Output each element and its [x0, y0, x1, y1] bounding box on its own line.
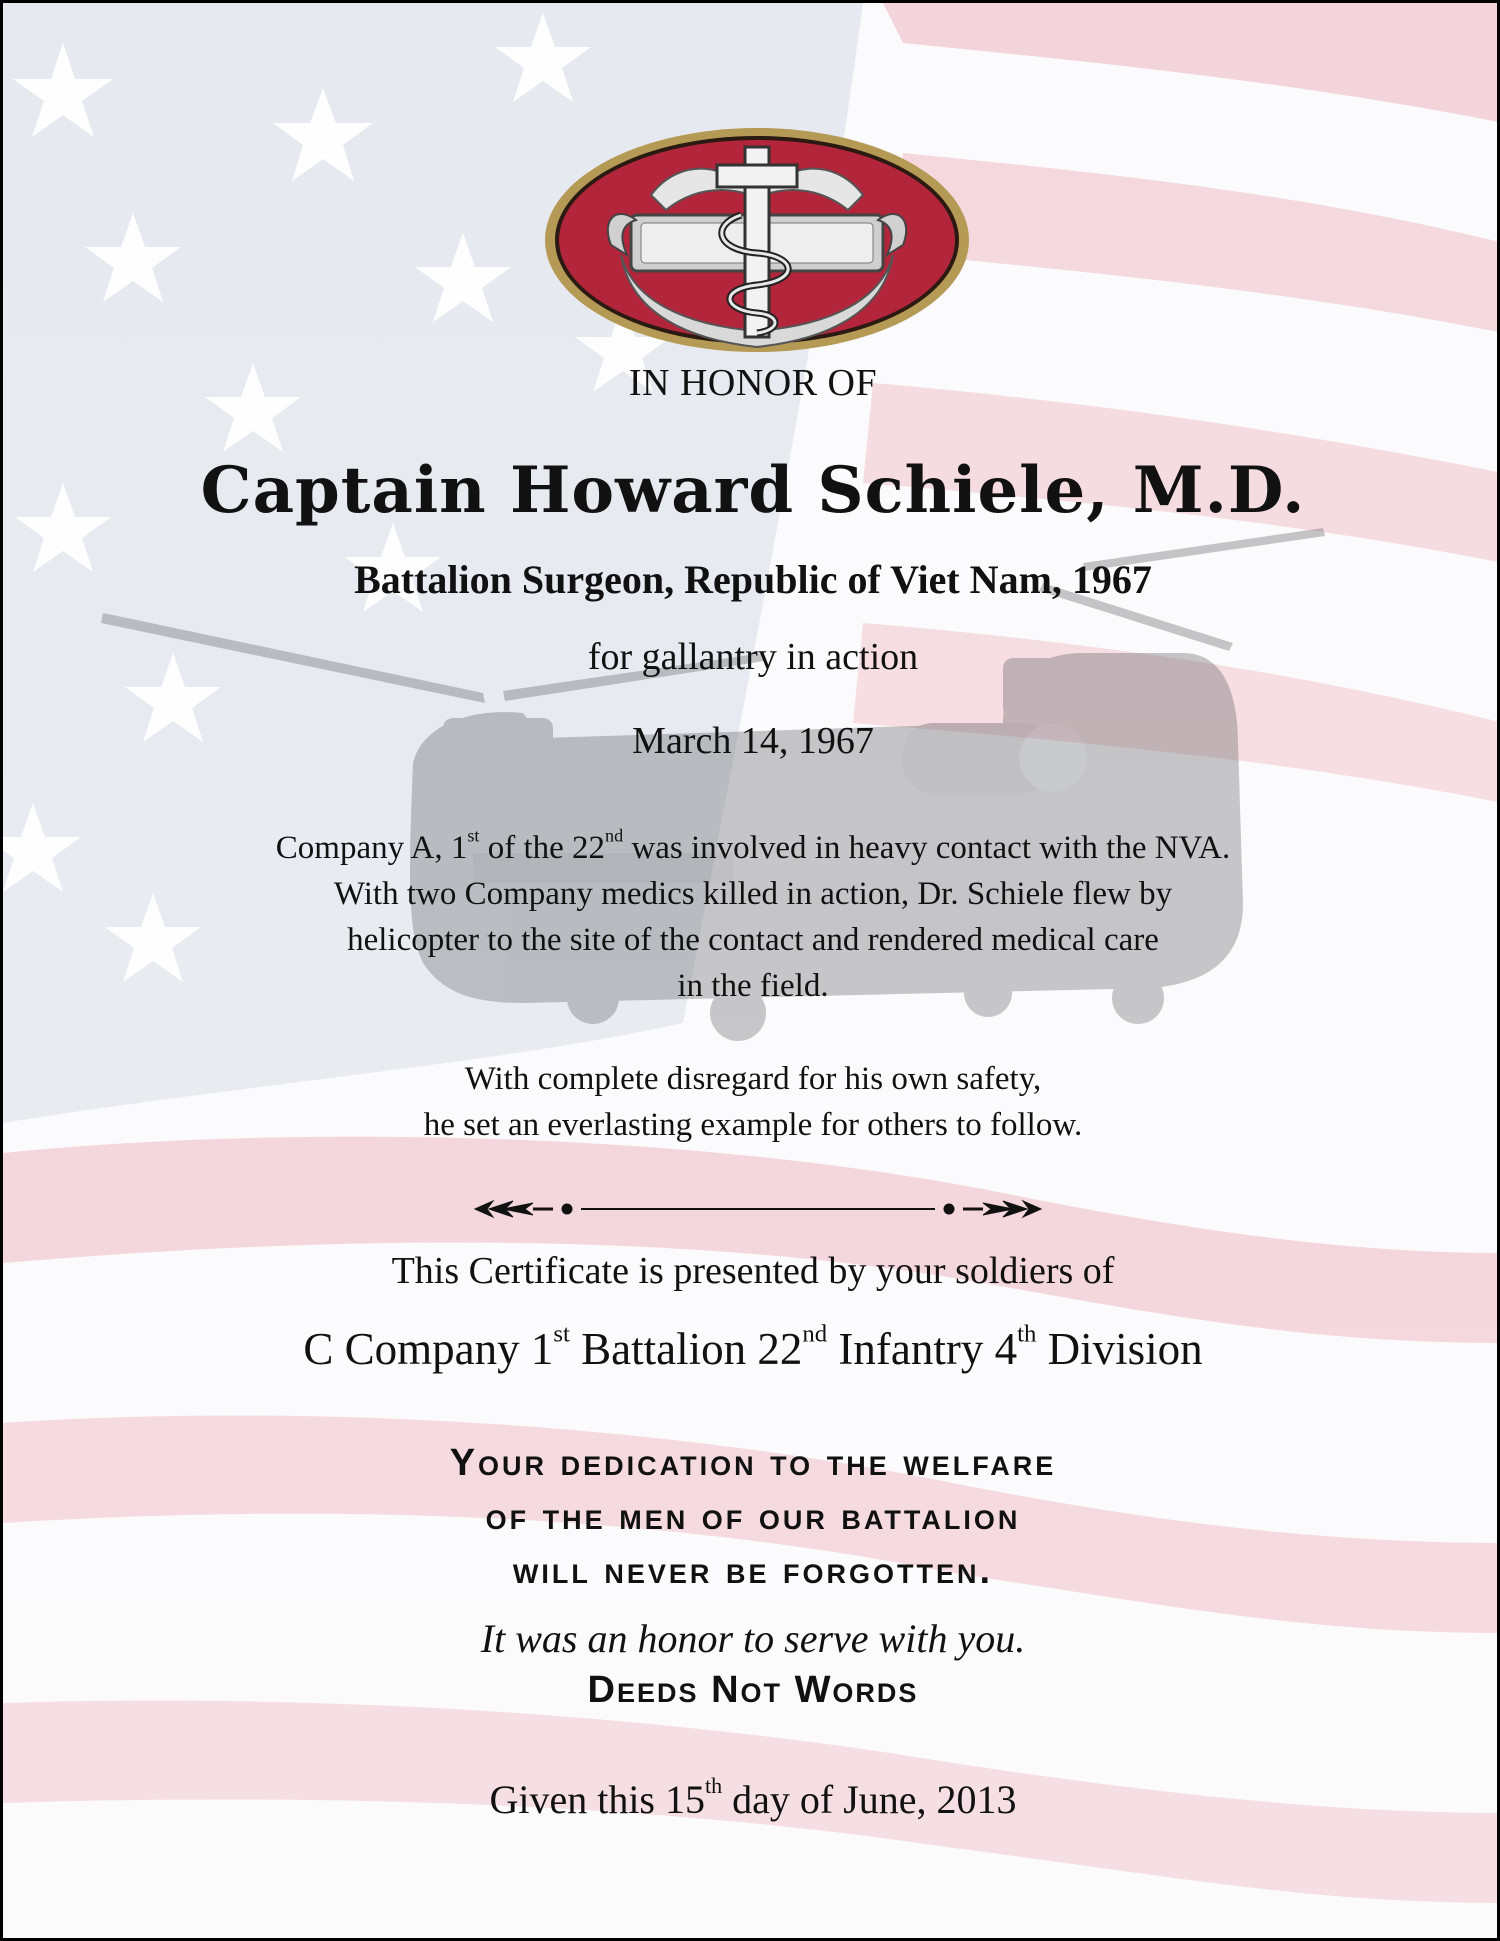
citation-text: for gallantry in action [587, 636, 919, 678]
narrative-line-4: in the field. [677, 968, 829, 1004]
unit-designation: C Company 1st Battalion 22nd Infantry 4th Division [303, 1320, 1203, 1374]
honoree-name: Captain Howard Schiele, M.D. [200, 453, 1306, 528]
presented-by-text: This Certificate is presented by your soldiers of [391, 1250, 1115, 1292]
action-date: March 14, 1967 [632, 720, 874, 762]
ornamental-divider-icon [473, 1195, 1043, 1223]
narrative-line-3: helicopter to the site of the contact and rendered medical care [347, 922, 1159, 958]
narrative-line-2: With two Company medics killed in action, Dr. Schiele flew by [333, 876, 1173, 912]
safety-line-1: With complete disregard for his own safety, [464, 1061, 1042, 1097]
motto-line-1: Your dedication to the welfare [449, 1442, 1057, 1484]
honoree-title: Battalion Surgeon, Republic of Viet Nam, 1967 [354, 557, 1152, 602]
heading-in-honor-of: IN HONOR OF [628, 362, 878, 404]
honor-statement: It was an honor to serve with you. [480, 1616, 1026, 1661]
combat-medical-badge-icon [541, 125, 973, 355]
motto-line-2: of the men of our battalion [485, 1496, 1021, 1538]
certificate-content [3, 3, 1500, 1941]
narrative-paragraph [3, 825, 1500, 1009]
motto-line-3: will never be forgotten. [512, 1550, 994, 1592]
dedication-motto [3, 1436, 1500, 1598]
narrative-line-1: Company A, 1st of the 22nd was involved in heavy contact with the NVA. [275, 825, 1231, 866]
deeds-not-words: Deeds Not Words [587, 1669, 919, 1711]
safety-statement [3, 1056, 1500, 1148]
given-date: Given this 15th day of June, 2013 [489, 1773, 1017, 1822]
safety-line-2: he set an everlasting example for others to follow. [423, 1107, 1083, 1143]
